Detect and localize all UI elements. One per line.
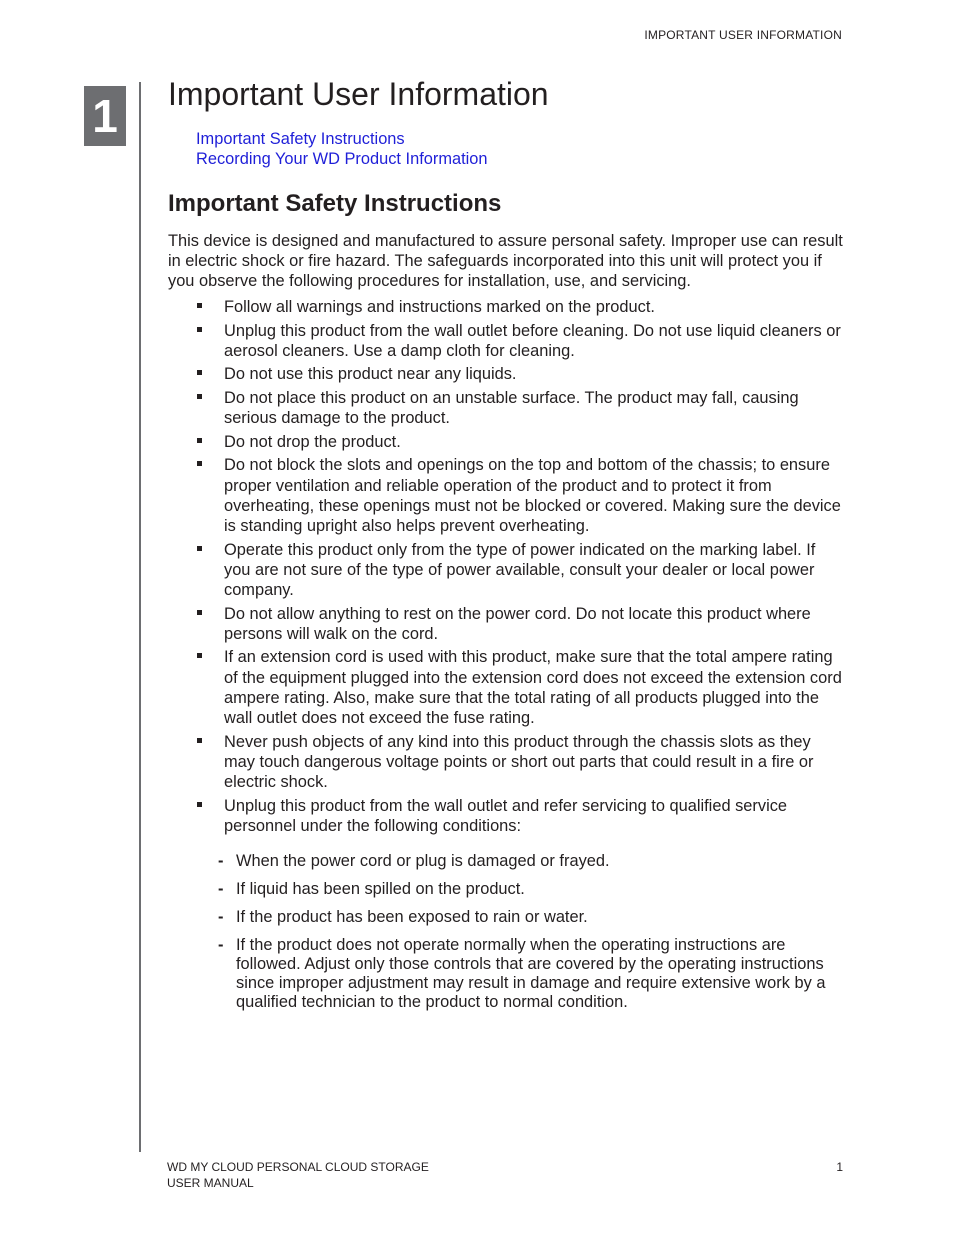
list-item bbox=[168, 540, 844, 601]
sub-list-item-text: If the product has been exposed to rain or water. bbox=[236, 907, 588, 926]
list-item bbox=[168, 796, 844, 1012]
square-bullet-icon bbox=[197, 546, 202, 551]
square-bullet-icon bbox=[197, 738, 202, 743]
list-item-text: Operate this product only from the type of power indicated on the marking label. If you are not sure of the type of power available, consult your dealer or local power company. bbox=[224, 540, 816, 599]
list-item-text: Unplug this product from the wall outlet before cleaning. Do not use liquid cleaners or aerosol cleaners. Use a damp cloth for cleaning. bbox=[224, 321, 841, 360]
square-bullet-icon bbox=[197, 802, 202, 807]
list-item bbox=[168, 297, 844, 317]
list-item-text: Unplug this product from the wall outlet and refer servicing to qualified service personnel under the following conditions: bbox=[224, 796, 788, 835]
dash-bullet-icon: - bbox=[218, 879, 224, 898]
sub-list-item bbox=[168, 852, 844, 871]
list-item bbox=[168, 604, 844, 644]
toc-link-safety-instructions[interactable]: Important Safety Instructions bbox=[196, 130, 405, 148]
square-bullet-icon bbox=[197, 653, 202, 658]
sub-list-item-text: If liquid has been spilled on the product. bbox=[236, 879, 525, 898]
list-item bbox=[168, 321, 844, 361]
square-bullet-icon bbox=[197, 610, 202, 615]
section-intro: This device is designed and manufactured to assure personal safety. Improper use can result in electric shock or fire hazard. The safeguards incorporated into this unit will protect you if you observe the following procedures for installation, use, and servicing. bbox=[168, 232, 843, 290]
chapter-number-badge: 1 bbox=[84, 86, 126, 146]
list-item-text: Do not block the slots and openings on the top and bottom of the chassis; to ensure proper ventilation and reliable operation of the product and to protect it from overheating, these openings must not be blocked or covered. Making sure the device is standing upright also helps prevent overheating. bbox=[224, 456, 841, 535]
toc-link-recording-product-info[interactable]: Recording Your WD Product Information bbox=[196, 150, 488, 168]
sub-list-item bbox=[168, 908, 844, 927]
section-title: Important Safety Instructions bbox=[168, 190, 502, 217]
list-item bbox=[168, 732, 844, 793]
sub-list-item-text: When the power cord or plug is damaged or frayed. bbox=[236, 851, 610, 870]
square-bullet-icon bbox=[197, 438, 202, 443]
list-item bbox=[168, 455, 844, 536]
dash-bullet-icon: - bbox=[218, 907, 224, 926]
dash-bullet-icon: - bbox=[218, 935, 224, 954]
chapter-toc bbox=[196, 129, 844, 169]
list-item bbox=[168, 388, 844, 428]
chapter-title: Important User Information bbox=[168, 76, 549, 112]
safety-instruction-list bbox=[168, 297, 844, 1012]
chapter-divider-line bbox=[139, 82, 141, 1152]
list-item-text: Do not place this product on an unstable surface. The product may fall, causing serious damage to the product. bbox=[224, 388, 799, 428]
sub-list-item bbox=[168, 880, 844, 899]
page-content bbox=[168, 72, 844, 1021]
list-item bbox=[168, 364, 844, 384]
dash-bullet-icon: - bbox=[218, 851, 224, 870]
square-bullet-icon bbox=[197, 394, 202, 399]
list-item-text: If an extension cord is used with this product, make sure that the total ampere rating of the equipment plugged into the extension cord does not exceed the extension cord ampere rating. Also, make sure that the total rating of all products plugged into the wall outlet does not exceed the fuse rating. bbox=[224, 648, 842, 727]
list-item bbox=[168, 432, 844, 452]
servicing-conditions-list bbox=[218, 851, 844, 1012]
sub-list-item bbox=[168, 936, 844, 1012]
list-item-text: Follow all warnings and instructions marked on the product. bbox=[224, 298, 655, 316]
page-number: 1 bbox=[836, 1160, 843, 1174]
list-item-text: Never push objects of any kind into this product through the chassis slots as they may touch dangerous voltage points or short out parts that could result in a fire or electric shock. bbox=[224, 732, 814, 791]
square-bullet-icon bbox=[197, 327, 202, 332]
running-header: IMPORTANT USER INFORMATION bbox=[644, 28, 842, 42]
sub-list-item-text: If the product does not operate normally when the operating instructions are followed. Adjust only those controls that are covered by the operating instructions since improper adjustment may result in damage and require extensive work by a qualified technician to the product to normal condition. bbox=[236, 935, 826, 1011]
square-bullet-icon bbox=[197, 370, 202, 375]
list-item bbox=[168, 647, 844, 728]
list-item-text: Do not drop the product. bbox=[224, 432, 401, 451]
footer-product-name: WD MY CLOUD PERSONAL CLOUD STORAGE bbox=[167, 1160, 429, 1174]
square-bullet-icon bbox=[197, 303, 202, 308]
page-footer bbox=[167, 1160, 843, 1191]
footer-document-type: USER MANUAL bbox=[167, 1175, 254, 1190]
square-bullet-icon bbox=[197, 461, 202, 466]
list-item-text: Do not allow anything to rest on the power cord. Do not locate this product where persons will walk on the cord. bbox=[224, 604, 811, 643]
list-item-text: Do not use this product near any liquids. bbox=[224, 365, 517, 384]
